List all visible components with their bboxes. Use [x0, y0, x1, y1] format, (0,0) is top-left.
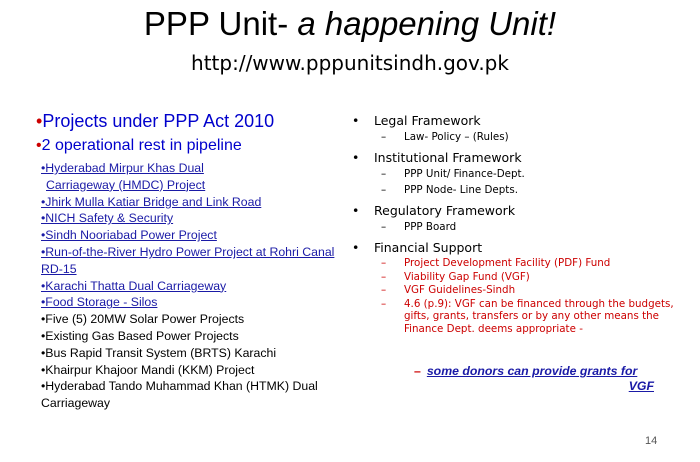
project-item[interactable]: •NICH Safety & Security [41, 211, 174, 226]
project-item: •Bus Rapid Transit System (BRTS) Karachi [41, 345, 277, 360]
financial-subitem [352, 298, 682, 336]
project-item: •Hyderabad Tando Muhammad Khan (HTMK) Dual Carriageway [41, 379, 318, 411]
framework-heading: • Regulatory Framework [352, 202, 682, 220]
financial-subitem-text: Viability Gap Fund (VGF) [404, 270, 530, 283]
framework-subitem [352, 130, 682, 145]
financial-subitem [352, 284, 682, 297]
title-main: PPP Unit- [143, 5, 289, 42]
framework-subitem-text: PPP Unit/ Finance-Dept. [404, 168, 525, 180]
projects-column [36, 110, 346, 412]
financial-subitem-text: Project Development Facility (PDF) Fund [404, 257, 611, 269]
dash-icon: – [381, 221, 387, 233]
project-item[interactable]: •Hyderabad Mirpur Khas Dual [41, 161, 204, 175]
donors-text-end[interactable]: VGF [628, 379, 654, 393]
framework-heading: • Institutional Framework [352, 149, 682, 167]
project-item[interactable]: •Sindh Nooriabad Power Project [41, 228, 217, 243]
donors-text[interactable]: some donors can provide grants for [426, 364, 638, 378]
title-italic: a happening Unit! [297, 5, 557, 42]
framework-subitem-text: PPP Node- Line Depts. [404, 184, 518, 196]
framework-heading: • Legal Framework [352, 112, 682, 130]
framework-column [352, 112, 682, 336]
project-item[interactable]: •Karachi Thatta Dual Carriageway [41, 278, 227, 293]
framework-subitem [352, 167, 682, 182]
project-item: •Five (5) 20MW Solar Power Projects [41, 312, 245, 327]
dash-icon: – [381, 297, 387, 310]
project-item[interactable]: Carriageway (HMDC) Project [46, 177, 206, 192]
projects-subheading [36, 136, 346, 156]
financial-support-list [352, 257, 682, 335]
framework-sections [352, 112, 682, 235]
donors-note [414, 364, 654, 394]
dash-icon: – [381, 270, 387, 283]
framework-subitem [352, 183, 682, 198]
project-item[interactable]: •Run-of-the-River Hydro Power Project at Rohri Canal RD-15 [41, 244, 335, 276]
financial-subitem [352, 271, 682, 284]
framework-subitem-text: Law- Policy – (Rules) [404, 131, 509, 143]
financial-support-heading: • Financial Support [352, 239, 682, 257]
slide-title [0, 4, 700, 44]
project-item[interactable]: •Jhirk Mulla Katiar Bridge and Link Road [41, 194, 262, 209]
project-item: •Existing Gas Based Power Projects [41, 328, 239, 343]
bullet-icon: • [36, 137, 42, 154]
dash-icon: – [381, 131, 387, 143]
dash-icon: – [381, 184, 387, 196]
project-item: •Khairpur Khajoor Mandi (KKM) Project [41, 362, 255, 377]
bullet-icon: • [36, 111, 43, 131]
framework-subitem-text: PPP Board [404, 221, 457, 233]
project-item[interactable]: •Food Storage - Silos [41, 295, 158, 310]
page-number: 14 [645, 435, 658, 447]
donors-dash: – [414, 364, 421, 378]
dash-icon: – [381, 257, 387, 269]
projects-heading [36, 110, 346, 132]
projects-subheading-text: 2 operational rest in pipeline [41, 137, 242, 154]
project-list [36, 160, 346, 412]
dash-icon: – [381, 168, 387, 180]
financial-subitem-text: 4.6 (p.9): VGF can be financed through the budgets, gifts, grants, transfers or by any other means the Finance Dept. deems appropriate - [404, 297, 674, 335]
financial-subitem [352, 257, 682, 270]
framework-subitem [352, 220, 682, 235]
dash-icon: – [381, 284, 387, 296]
website-url[interactable]: http://www.pppunitsindh.gov.pk [191, 51, 509, 75]
financial-subitem-text: VGF Guidelines-Sindh [404, 284, 516, 296]
projects-heading-text: Projects under PPP Act 2010 [42, 111, 275, 131]
